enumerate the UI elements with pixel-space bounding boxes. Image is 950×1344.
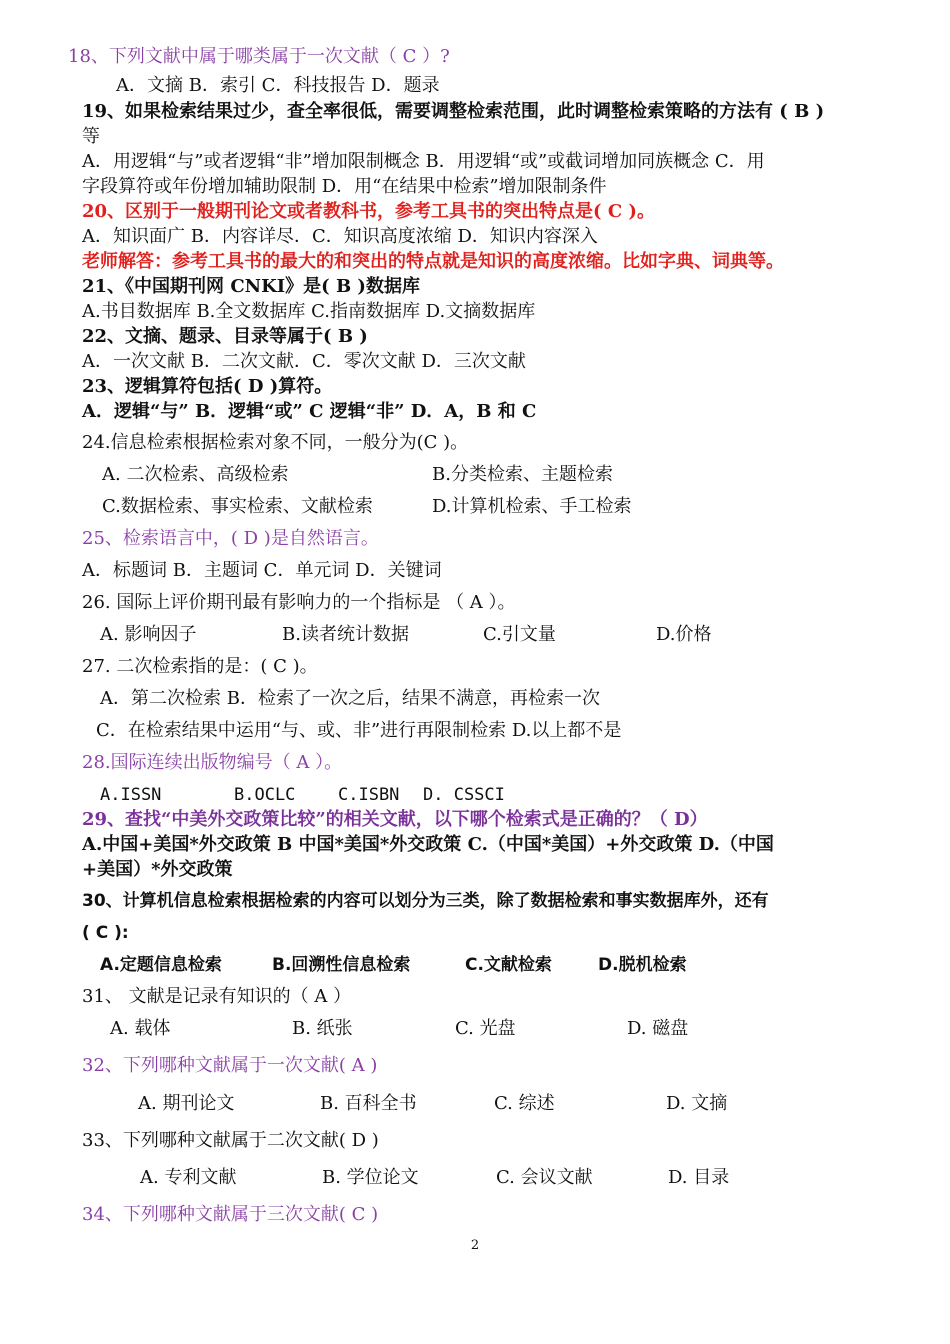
options-32 [138, 1093, 898, 1117]
option-24-b: B.分类检索、主题检索 [432, 464, 613, 485]
page-number: 2 [470, 1238, 480, 1253]
question-28: 28.国际连续出版物编号（ A ）。 [82, 752, 343, 773]
options-22: A．一次文献 B．二次文献．C．零次文献 D．三次文献 [82, 351, 526, 372]
question-27: 27. 二次检索指的是：( C )。 [82, 656, 318, 677]
question-33: 33、下列哪种文献属于二次文献( D ) [82, 1130, 379, 1151]
option-26-a: A. 影响因子 [100, 624, 197, 645]
option-28-d: D. CSSCI [423, 785, 505, 805]
option-31-b: B. 纸张 [292, 1018, 353, 1039]
question-23: 23、逻辑算符包括( D )算符。 [82, 376, 333, 397]
option-24-a: A. 二次检索、高级检索 [102, 464, 289, 485]
option-32-c: C. 综述 [494, 1093, 555, 1114]
options-19-line1: A．用逻辑“与”或者逻辑“非”增加限制概念 B．用逻辑“或”或截词增加同族概念 C．用 [82, 151, 765, 172]
option-33-a: A. 专利文献 [140, 1167, 237, 1188]
option-32-a: A. 期刊论文 [138, 1093, 235, 1114]
option-26-d: D.价格 [656, 624, 712, 645]
question-22: 22、文摘、题录、目录等属于( B ) [82, 326, 368, 347]
option-31-d: D. 磁盘 [627, 1018, 689, 1039]
options-19-line2: 字段算符或年份增加辅助限制 D．用“在结果中检索”增加限制条件 [82, 176, 607, 197]
option-30-d: D.脱机检索 [598, 955, 687, 975]
question-24: 24.信息检索根据检索对象不同，一般分为(C )。 [82, 432, 469, 453]
option-33-b: B. 学位论文 [322, 1167, 419, 1188]
question-34: 34、下列哪种文献属于三次文献( C ) [82, 1204, 379, 1225]
option-31-c: C. 光盘 [455, 1018, 516, 1039]
option-28-b: B.OCLC [234, 785, 296, 805]
options-21: A.书目数据库 B.全文数据库 C.指南数据库 D.文摘数据库 [82, 301, 536, 322]
option-31-a: A. 载体 [110, 1018, 171, 1039]
question-30: 30、计算机信息检索根据检索的内容可以划分为三类，除了数据检索和事实数据库外，还有 [82, 891, 769, 911]
options-29-line2: +美国）*外交政策 [82, 859, 233, 880]
option-32-b: B. 百科全书 [320, 1093, 417, 1114]
options-30 [100, 954, 860, 978]
question-21: 21、《中国期刊网 CNKI》是( B )数据库 [82, 276, 420, 297]
options-27-line1: A．第二次检索 B．检索了一次之后，结果不满意，再检索一次 [100, 688, 600, 709]
question-32: 32、下列哪种文献属于一次文献( A ) [82, 1055, 378, 1076]
option-26-c: C.引文量 [483, 624, 556, 645]
options-28 [100, 784, 700, 808]
option-30-c: C.文献检索 [465, 955, 552, 975]
options-27-line2: C．在检索结果中运用“与、或、非”进行再限制检索 D.以上都不是 [96, 720, 622, 741]
option-30-a: A.定题信息检索 [100, 955, 222, 975]
question-19-cont: 等 [82, 126, 100, 147]
option-33-d: D. 目录 [668, 1167, 730, 1188]
option-32-d: D. 文摘 [666, 1093, 728, 1114]
option-33-c: C. 会议文献 [496, 1167, 593, 1188]
question-26: 26. 国际上评价期刊最有影响力的一个指标是 （ A ）。 [82, 592, 516, 613]
question-29: 29、查找“中美外交政策比较”的相关文献，以下哪个检索式是正确的？（ D） [82, 809, 708, 830]
options-20: A．知识面广 B．内容详尽．C．知识高度浓缩 D．知识内容深入 [82, 226, 598, 247]
option-30-b: B.回溯性信息检索 [272, 955, 411, 975]
option-26-b: B.读者统计数据 [282, 624, 409, 645]
question-18: 18、下列文献中属于哪类属于一次文献（ C ）? [68, 46, 450, 67]
options-31 [110, 1018, 870, 1042]
question-30-cont: ( C ): [82, 923, 129, 943]
options-23: A．逻辑“与” B．逻辑“或” C 逻辑“非” D．A，B 和 C [82, 401, 537, 422]
option-28-a: A.ISSN [100, 785, 162, 805]
question-25: 25、检索语言中，( D )是自然语言。 [82, 528, 379, 549]
question-31: 31、 文献是记录有知识的（ A ） [82, 986, 352, 1007]
option-24-d: D.计算机检索、手工检索 [432, 496, 632, 517]
options-25: A．标题词 B．主题词 C．单元词 D．关键词 [82, 560, 442, 581]
options-18: A．文摘 B．索引 C．科技报告 D．题录 [116, 75, 440, 96]
question-19: 19、如果检索结果过少，查全率很低，需要调整检索范围，此时调整检索策略的方法有 ( B ) [82, 101, 825, 122]
teacher-answer: 老师解答：参考工具书的最大的和突出的特点就是知识的高度浓缩。比如字典、词典等。 [82, 251, 784, 272]
options-24 [102, 464, 862, 524]
option-28-c: C.ISBN [338, 785, 400, 805]
question-20: 20、区别于一般期刊论文或者教科书，参考工具书的突出特点是( C )。 [82, 201, 655, 222]
option-24-c: C.数据检索、事实检索、文献检索 [102, 496, 373, 517]
options-29-line1: A.中国+美国*外交政策 B 中国*美国*外交政策 C.（中国*美国）+外交政策 D.（中国 [82, 834, 774, 855]
options-26 [100, 624, 860, 648]
options-33 [140, 1167, 900, 1191]
